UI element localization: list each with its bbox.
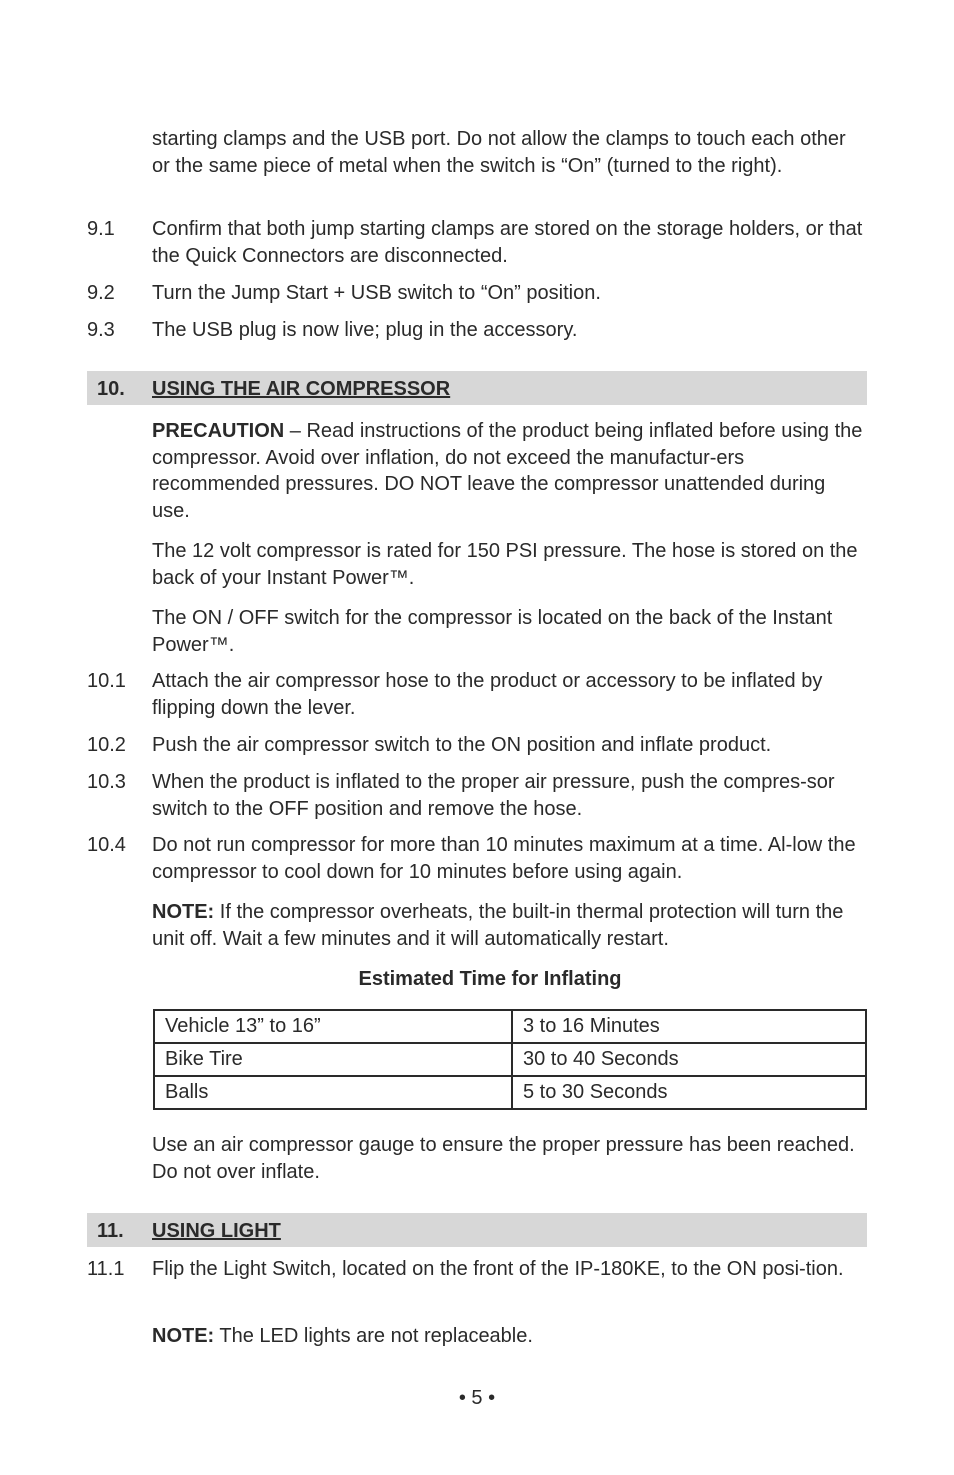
section-title: USING LIGHT [152, 1220, 281, 1242]
item-text: Confirm that both jump starting clamps are stored on the storage holders, or that the Quick Connectors are disconnected. [152, 218, 863, 267]
gauge-paragraph: Use an air compressor gauge to ensure the proper pressure has been reached. Do not over inflate. [152, 1134, 855, 1183]
table-cell-time: 3 to 16 Minutes [512, 1010, 866, 1043]
continued-paragraph: starting clamps and the USB port. Do not allow the clamps to touch each other or the same piece of metal when the switch is “On” (turned to the right). [152, 128, 846, 177]
item-text: Attach the air compressor hose to the product or accessory to be inflated by flipping down the lever. [152, 670, 823, 719]
note-paragraph [152, 899, 868, 952]
table-cell-item: Balls [154, 1076, 512, 1109]
item-number: 11.1 [87, 1258, 125, 1280]
precaution-text: – Read instructions of the product being inflated before using the compressor. Avoid over inflation, do not exceed the manufactur-ers recommended pressures. DO NOT leave the compressor unattended during use. [152, 420, 863, 522]
item-number: 9.1 [87, 218, 115, 240]
section-title: USING THE AIR COMPRESSOR [152, 378, 451, 400]
note-paragraph [152, 1323, 868, 1350]
item-number: 10.3 [87, 771, 126, 793]
table-cell-time: 5 to 30 Seconds [512, 1076, 866, 1109]
item-text: Turn the Jump Start + USB switch to “On” position. [152, 282, 601, 304]
note-label: NOTE: [152, 901, 215, 923]
precaution-paragraph [152, 418, 868, 524]
item-number: 9.2 [87, 282, 115, 304]
table-row [154, 1076, 866, 1109]
table-row [154, 1043, 866, 1076]
item-text: The USB plug is now live; plug in the accessory. [152, 319, 578, 341]
item-number: 10.1 [87, 670, 126, 692]
section-number: 10. [97, 378, 125, 400]
item-text: Push the air compressor switch to the ON position and inflate product. [152, 734, 772, 756]
table-cell-item: Vehicle 13” to 16” [154, 1010, 512, 1043]
section-heading-11 [87, 1213, 867, 1247]
item-number: 10.2 [87, 734, 126, 756]
item-text: When the product is inflated to the proper air pressure, push the compres-sor switch to the OFF position and remove the hose. [152, 771, 835, 820]
note-label: NOTE: [152, 1325, 215, 1347]
note-text: The LED lights are not replaceable. [214, 1325, 533, 1347]
item-text: Do not run compressor for more than 10 minutes maximum at a time. Al-low the compressor to cool down for 10 minutes before using again. [152, 834, 856, 883]
table-row [154, 1010, 866, 1043]
table-cell-time: 30 to 40 Seconds [512, 1043, 866, 1076]
item-text: Flip the Light Switch, located on the front of the IP-180KE, to the ON posi-tion. [152, 1258, 844, 1280]
table-cell-item: Bike Tire [154, 1043, 512, 1076]
table-title: Estimated Time for Inflating [358, 968, 622, 990]
inflating-time-table [153, 1009, 867, 1110]
section-heading-10 [87, 371, 867, 405]
note-text: If the compressor overheats, the built-in thermal protection will turn the unit off. Wait a few minutes and it will automatically restart. [152, 901, 844, 950]
precaution-label: PRECAUTION [152, 420, 285, 442]
switch-location-paragraph: The ON / OFF switch for the compressor is located on the back of the Instant Power™. [152, 607, 833, 656]
item-number: 9.3 [87, 319, 115, 341]
item-number: 10.4 [87, 834, 126, 856]
rating-paragraph: The 12 volt compressor is rated for 150 PSI pressure. The hose is stored on the back of your Instant Power™. [152, 540, 858, 589]
section-number: 11. [97, 1220, 124, 1242]
page-number: • 5 • [458, 1387, 496, 1409]
